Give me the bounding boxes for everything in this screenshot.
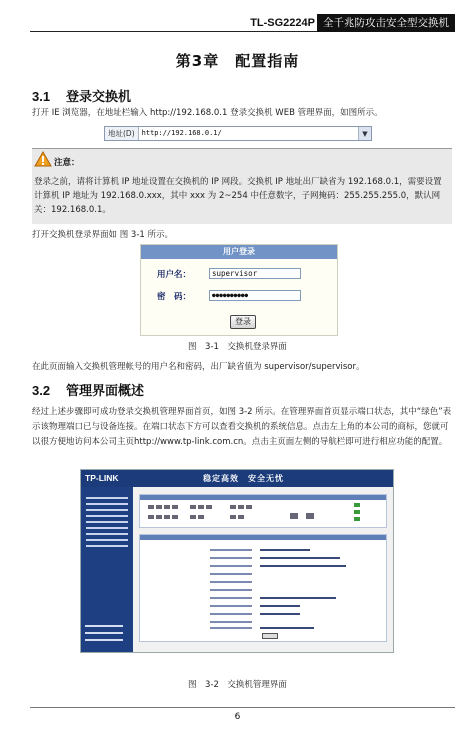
sidebar-item[interactable]: [86, 521, 128, 523]
section-heading-3-1: [32, 86, 131, 105]
legend-icon: [354, 517, 360, 521]
info-label: [210, 621, 252, 623]
info-label: [210, 613, 252, 615]
paragraph-enter-login: 在此页面输入交换机管理帐号的用户名和密码，出厂缺省值为 supervisor/supervisor。: [32, 362, 365, 372]
paragraph-open-login: 打开交换机登录界面如 图 3-1 所示。: [32, 230, 173, 240]
username-label: 用户名：: [157, 270, 192, 280]
info-value: [260, 627, 314, 629]
port-icon[interactable]: [206, 505, 212, 509]
info-label: [210, 565, 252, 567]
chapter-title: 第3章 配置指南: [175, 52, 300, 70]
info-value: [260, 613, 300, 615]
address-url: http://192.168.0.1/: [138, 127, 358, 140]
browser-address-bar: [104, 126, 372, 141]
panel-title-bar: [140, 495, 386, 500]
paragraph-mgmt-intro: 经过上述步骤即可成功登录交换机管理界面首页，如图 3-2 所示。在管理界面首页显示端口状态，其中“绿色”表示该物理端口已与设备连接。在端口状态下方可以查看交换机的系统信息。点击左上角的本公司的商标，您就可以很方便地访问本公司主页http://www.tp-link.com.cn。点击主页面左侧的导航栏即可进行相应功能的配置。: [32, 407, 452, 447]
port-icon[interactable]: [306, 513, 314, 519]
tp-link-logo[interactable]: TP-LINK: [85, 473, 119, 483]
port-icon[interactable]: [172, 515, 178, 519]
port-status-panel: [139, 494, 387, 528]
sidebar-item[interactable]: [86, 497, 128, 499]
info-label: [210, 589, 252, 591]
info-label: [210, 627, 252, 629]
legend-icon: [354, 510, 360, 514]
port-icon[interactable]: [190, 515, 196, 519]
info-label: [210, 597, 252, 599]
username-input[interactable]: supervisor: [209, 268, 301, 279]
sidebar-footer-line: [85, 639, 123, 641]
info-value: [260, 565, 346, 567]
section-title: 登录交换机: [66, 90, 132, 105]
panel-title-bar: [140, 535, 386, 540]
port-icon[interactable]: [156, 505, 162, 509]
password-input[interactable]: ●●●●●●●●●●: [209, 290, 301, 301]
sidebar-item[interactable]: [86, 515, 128, 517]
note-box: [32, 148, 452, 224]
info-value: [260, 549, 310, 551]
page-header: [30, 14, 455, 32]
login-title: 用户登录: [141, 245, 337, 259]
sidebar-item[interactable]: [86, 527, 128, 529]
sidebar-item[interactable]: [86, 533, 128, 535]
mgmt-slogan: 稳定高效 安全无忧: [203, 474, 284, 483]
figure-caption-3-2: 图 3-2 交换机管理界面: [188, 680, 287, 690]
port-icon[interactable]: [172, 505, 178, 509]
note-body: 登录之前，请将计算机 IP 地址设置在交换机的 IP 网段。交换机 IP 地址出厂缺省为 192.168.0.1，需要设置计算机 IP 地址为 192.168.0.xxx，其中 xxx 为 2~254 中任意数字，子网掩码：255.255.255.0，默认网关：192.168.0.1。: [34, 177, 442, 215]
section-number: 3.1: [32, 89, 51, 104]
sidebar-item[interactable]: [86, 539, 128, 541]
info-label: [210, 573, 252, 575]
section-title: 管理界面概述: [66, 384, 145, 399]
sidebar-item[interactable]: [86, 509, 128, 511]
footer-divider: [30, 707, 455, 708]
port-icon[interactable]: [230, 505, 236, 509]
port-icon[interactable]: [238, 515, 244, 519]
port-icon[interactable]: [164, 505, 170, 509]
section-heading-3-2: [32, 380, 144, 399]
login-button[interactable]: 登录: [230, 315, 256, 329]
info-value: [260, 597, 336, 599]
header-product: 全千兆防攻击安全型交换机: [317, 14, 455, 32]
system-info-panel: [139, 534, 387, 642]
management-screenshot: [80, 469, 394, 653]
password-label: 密 码：: [157, 292, 192, 302]
page-number: 6: [234, 712, 241, 722]
info-label: [210, 557, 252, 559]
warning-icon: [34, 151, 52, 167]
mgmt-sidebar: [81, 487, 133, 653]
section-number: 3.2: [32, 383, 51, 398]
port-icon[interactable]: [238, 505, 244, 509]
note-divider: [32, 148, 452, 149]
info-value: [260, 605, 300, 607]
note-title: 注意：: [54, 158, 80, 168]
legend-icon: [354, 503, 360, 507]
port-icon[interactable]: [246, 505, 252, 509]
port-icon[interactable]: [290, 513, 298, 519]
port-icon[interactable]: [198, 515, 204, 519]
sidebar-footer-line: [85, 625, 123, 627]
sidebar-item[interactable]: [86, 545, 128, 547]
port-icon[interactable]: [190, 505, 196, 509]
address-label: 地址(D): [108, 129, 135, 138]
info-label: [210, 605, 252, 607]
port-icon[interactable]: [156, 515, 162, 519]
info-value: [260, 557, 340, 559]
chevron-down-icon: ▼: [358, 127, 371, 140]
info-label: [210, 549, 252, 551]
port-icon[interactable]: [148, 515, 154, 519]
port-icon[interactable]: [148, 505, 154, 509]
refresh-button[interactable]: [262, 633, 278, 639]
login-panel: [140, 244, 338, 336]
info-label: [210, 581, 252, 583]
port-icon[interactable]: [198, 505, 204, 509]
sidebar-footer-line: [85, 632, 123, 634]
port-icon[interactable]: [230, 515, 236, 519]
port-icon[interactable]: [164, 515, 170, 519]
sidebar-item[interactable]: [86, 503, 128, 505]
paragraph-open-ie: 打开 IE 浏览器，在地址栏输入 http://192.168.0.1 登录交换机 WEB 管理界面，如图所示。: [32, 108, 383, 118]
header-model: TL-SG2224P: [250, 17, 315, 29]
figure-caption-3-1: 图 3-1 交换机登录界面: [188, 342, 287, 352]
